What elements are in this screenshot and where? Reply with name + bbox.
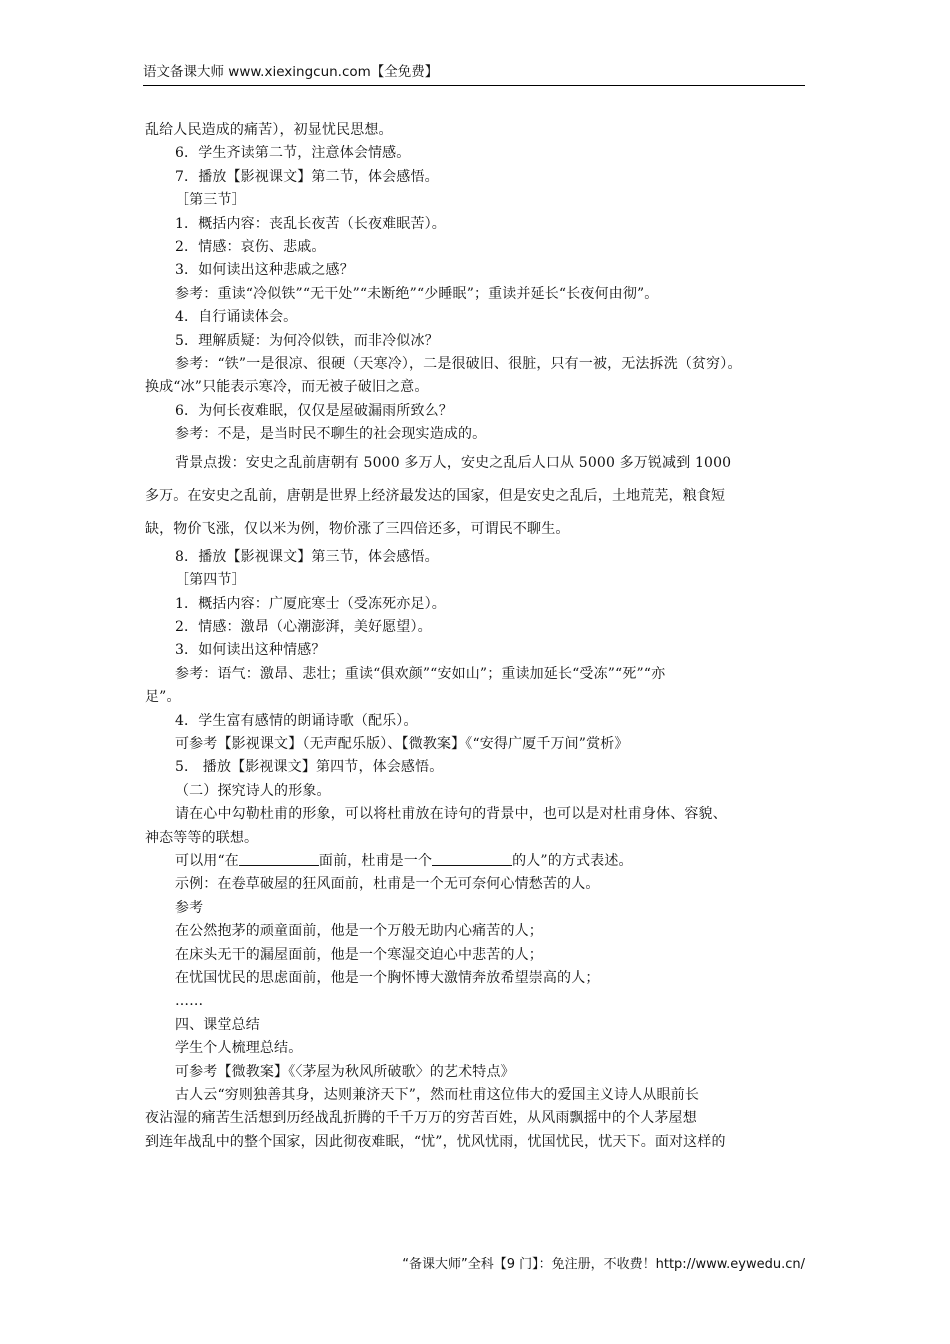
fill-in-blank (432, 851, 512, 866)
page-header: 语文备课大师 www.xiexingcun.com【全免费】 (143, 64, 439, 80)
text-line: 4．学生富有感情的朗诵诗歌（配乐）。 (175, 712, 418, 729)
text-line: 8．播放【影视课文】第三节，体会感悟。 (175, 548, 439, 565)
text-line: 夜沾湿的痛苦生活想到历经战乱折腾的千千万万的穷苦百姓，从风雨飘摇中的个人茅屋想 (145, 1110, 697, 1127)
text-line: 参考：不是，是当时民不聊生的社会现实造成的。 (175, 426, 487, 443)
text-line: 参考 (175, 899, 204, 916)
page-footer: “备课大师”全科【9 门】：免注册，不收费！http://www.eywedu.cn/ (402, 1257, 805, 1272)
text-line: 可参考【影视课文】（无声配乐版）、【微教案】《“安得广厦千万间”赏析》 (175, 735, 629, 752)
text-line: 乱给人民造成的痛苦），初显忧民思想。 (145, 122, 393, 138)
text-line: 在床头无干的漏屋面前，他是一个寒湿交迫心中悲苦的人； (175, 946, 543, 963)
text-line: 多万。在安史之乱前，唐朝是世界上经济最发达的国家，但是安史之乱后，土地荒芜，粮食短 (145, 487, 726, 504)
text-line: 古人云“穷则独善其身，达则兼济天下”，然而杜甫这位伟大的爱国主义诗人从眼前长 (175, 1087, 700, 1104)
text-line: 神态等等的联想。 (145, 829, 259, 846)
text-line: 7．播放【影视课文】第二节，体会感悟。 (175, 168, 439, 185)
text-line: 1．概括内容：广厦庇寒士（受冻死亦足）。 (175, 595, 446, 612)
fill-in-text-1: 可以用“在 (175, 852, 239, 869)
text-line: 6．学生齐读第二节，注意体会情感。 (175, 145, 411, 162)
text-line: 到连年战乱中的整个国家，因此彻夜难眠，“忧”，忧风忧雨，忧国忧民，忧天下。面对这样的 (145, 1133, 726, 1150)
section-heading: 四、课堂总结 (175, 1016, 260, 1033)
section-heading: ［第三节］ (175, 192, 246, 209)
text-line: 示例：在卷草破屋的狂风面前，杜甫是一个无可奈何心情愁苦的人。 (175, 876, 600, 893)
section-heading: ［第四节］ (175, 572, 246, 589)
text-line: 参考：“铁”一是很凉、很硬（天寒冷），二是很破旧、很脏，只有一被，无法拆洗（贫穷）。 (175, 356, 742, 373)
text-line: 在公然抱茅的顽童面前，他是一个万般无助内心痛苦的人； (175, 923, 543, 940)
fill-in-text-3: 的人”的方式表述。 (512, 852, 633, 869)
text-line: 换成“冰”只能表示寒冷，而无被子破旧之意。 (145, 379, 429, 396)
text-line: 在忧国忧民的思虑面前，他是一个胸怀博大激情奔放希望崇高的人； (175, 970, 600, 986)
text-line: 4．自行诵读体会。 (175, 309, 298, 326)
text-line: 参考：重读“冷似铁”“无干处”“未断绝”“少睡眠”；重读并延长“长夜何由彻”。 (175, 285, 659, 302)
section-heading: （二）探究诗人的形象。 (175, 782, 331, 799)
text-line: 6．为何长夜难眠，仅仅是屋破漏雨所致么？ (175, 402, 453, 419)
text-line: 请在心中勾勒杜甫的形象，可以将杜甫放在诗句的背景中，也可以是对杜甫身体、容貌、 (175, 806, 727, 823)
text-line: 5．理解质疑：为何冷似铁，而非冷似冰？ (175, 332, 439, 349)
text-line: 3．如何读出这种悲戚之感？ (175, 262, 354, 279)
text-line: 参考：语气：激昂、悲壮；重读“俱欢颜”“安如山”；重读加延长“受冻”“死”“亦 (175, 665, 666, 682)
text-line: 3．如何读出这种情感？ (175, 642, 326, 659)
text-line: 足”。 (145, 689, 181, 706)
fill-in-text-2: 面前，杜甫是一个 (318, 852, 433, 869)
document-body (145, 119, 810, 1154)
fill-in-line (145, 850, 810, 873)
text-line: 2．情感：哀伤、悲戚。 (175, 239, 326, 256)
text-line: 5． 播放【影视课文】第四节，体会感悟。 (175, 759, 444, 776)
text-line: 学生个人梳理总结。 (175, 1040, 303, 1057)
fill-in-blank (239, 851, 319, 866)
ellipsis: …… (175, 993, 204, 1010)
text-line: 2．情感：激昂（心潮澎湃，美好愿望）。 (175, 618, 432, 635)
text-line: 1．概括内容：丧乱长夜苦（长夜难眠苦）。 (175, 215, 446, 232)
text-line: 背景点拨：安史之乱前唐朝有 5000 多万人，安史之乱后人口从 5000 多万锐减到 1000 (175, 454, 732, 471)
text-line: 缺，物价飞涨，仅以米为例，物价涨了三四倍还多，可谓民不聊生。 (145, 520, 570, 537)
header-divider (143, 85, 805, 86)
text-line: 可参考【微教案】《〈茅屋为秋风所破歌〉的艺术特点》 (175, 1063, 515, 1080)
